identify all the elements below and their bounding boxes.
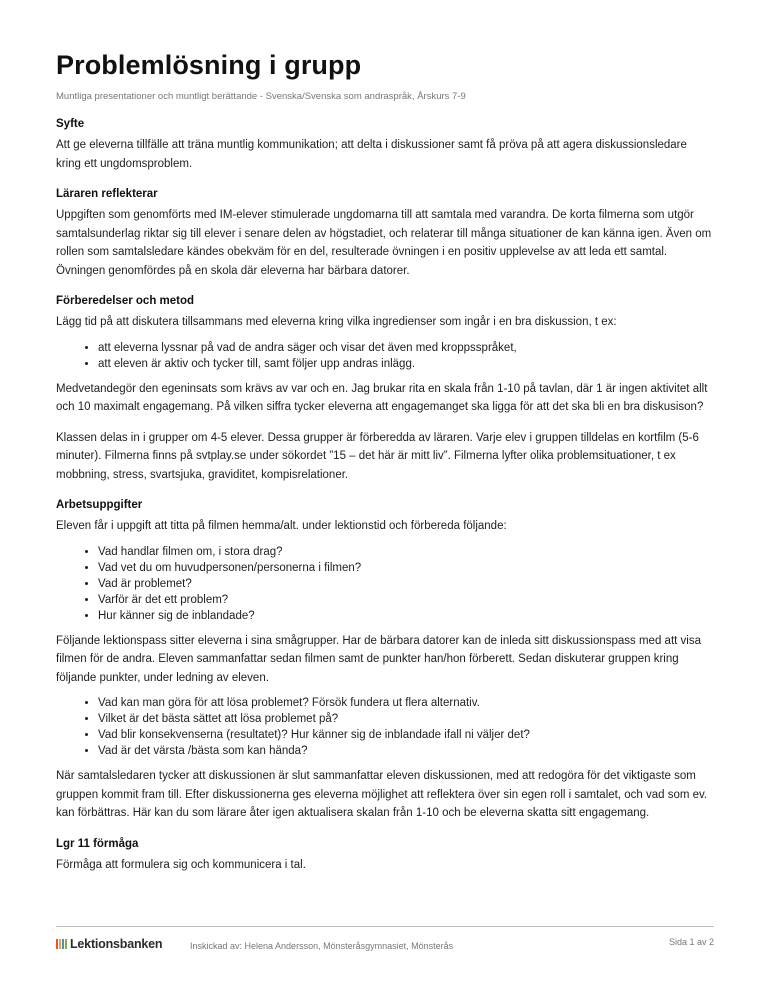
submitted-by: Inskickad av: Helena Andersson, Mönsteråsgymnasiet, Mönsterås xyxy=(190,941,454,951)
section-lgr xyxy=(56,835,714,875)
section-syfte xyxy=(56,115,714,173)
list-item: • Vad kan man göra för att lösa problemet? Försök fundera ut flera alternativ. xyxy=(98,695,714,711)
list-arbetsuppgifter-discussion xyxy=(56,695,714,759)
section-forberedelser xyxy=(56,292,714,484)
text-arbetsuppgifter-intro: Eleven får i uppgift att titta på filmen hemma/alt. under lektionstid och förbereda följande: xyxy=(56,520,507,532)
list-item: • Vad blir konsekvenserna (resultatet)? Hur känner sig de inblandade ifall ni väljer det? xyxy=(98,727,714,743)
page-subtitle: Muntliga presentationer och muntligt berättande - Svenska/Svenska som andraspråk, Årskurs 7-9 xyxy=(56,91,466,102)
heading-forberedelser: Förberedelser och metod xyxy=(56,295,195,307)
text-forberedelser-para2: Medvetandegör den egeninsats som krävs av var och en. Jag brukar rita en skala från 1-10 på tavlan, där 1 är ingen aktivitet allt och 10 maximalt engagemang. På vilken siffra tycker eleverna att engagemanget ska ligga för att det ska bli en bra diskusison? xyxy=(56,382,708,413)
logo-bar xyxy=(59,939,61,949)
list-item: • Vad vet du om huvudpersonen/personerna i filmen? xyxy=(98,560,714,576)
logo-bar xyxy=(56,939,58,949)
heading-lgr: Lgr 11 förmåga xyxy=(56,837,139,850)
text-lgr: Förmåga att formulera sig och kommunicera i tal. xyxy=(56,858,306,871)
document-content xyxy=(56,115,714,886)
heading-arbetsuppgifter: Arbetsuppgifter xyxy=(56,499,143,511)
logo-text: Lektionsbanken xyxy=(70,937,163,951)
list-item: • att eleverna lyssnar på vad de andra säger och visar det även med kroppsspråket, xyxy=(98,340,714,356)
list-item: • Hur känner sig de inblandade? xyxy=(98,608,714,624)
list-item: • Vad handlar filmen om, i stora drag? xyxy=(98,544,714,560)
list-forberedelser xyxy=(56,340,714,372)
page-number: Sida 1 av 2 xyxy=(668,937,714,947)
text-forberedelser-para3: Klassen delas in i grupper om 4-5 elever. Dessa grupper är förberedda av läraren. Varje elev i gruppen tilldelas en kortfilm (5-6 minuter). Filmerna finns på svtplay.se under sökordet ”15 – det här är mitt liv”. Filmerna lyfter olika problemsituationer, t ex mobbning, stress, svartsjuka, graviditet, kompisrelationer. xyxy=(56,431,699,481)
list-item: • Vilket är det bästa sättet att lösa problemet på? xyxy=(98,711,714,727)
logo-bar xyxy=(62,939,64,949)
text-syfte: Att ge eleverna tillfälle att träna muntlig kommunikation; att delta i diskussioner samt få pröva på att agera diskussionsledare kring ett ungdomsproblem. xyxy=(56,139,687,170)
text-forberedelser-intro: Lägg tid på att diskutera tillsammans med eleverna kring vilka ingredienser som ingår i en bra diskussion, t ex: xyxy=(56,316,617,328)
list-item: • Vad är problemet? xyxy=(98,576,714,592)
section-arbetsuppgifter xyxy=(56,496,714,823)
list-item: • Vad är det värsta /bästa som kan hända? xyxy=(98,743,714,759)
heading-syfte: Syfte xyxy=(56,118,85,130)
list-arbetsuppgifter-prep xyxy=(56,544,714,624)
logo-bar xyxy=(65,939,67,949)
logo-bars-icon xyxy=(56,939,68,949)
heading-reflekterar: Läraren reflekterar xyxy=(56,188,158,200)
footer-divider xyxy=(56,926,714,927)
list-item: • att eleven är aktiv och tycker till, samt följer upp andras inlägg. xyxy=(98,356,714,372)
page-title: Problemlösning i grupp xyxy=(56,50,362,80)
text-reflekterar: Uppgiften som genomförts med IM-elever stimulerade ungdomarna till att samtala med varandra. De korta filmerna som utgör samtalsunderlag riktar sig till elever i senare delen av högstadiet, och relaterar till många situationer de kan känna igen. Även om rollen som samtalsledare kändes obekväm för en del, resulterade övningen i en positiv upplevelse av att leda ett samtal. Övningen genomfördes på en skola där eleverna har bärbara datorer. xyxy=(56,209,712,277)
text-arbetsuppgifter-para2: Följande lektionspass sitter eleverna i sina smågrupper. Har de bärbara datorer kan de inleda sitt diskussionspass med att visa filmen för de andra. Eleven sammanfattar sedan filmen samt de punkter han/hon förberett. Sedan diskuterar gruppen kring följande punkter, under ledning av eleven. xyxy=(56,634,701,684)
text-arbetsuppgifter-para3: När samtalsledaren tycker att diskussionen är slut sammanfattar eleven diskussionen, med att redogöra för det viktigaste som gruppen kommit fram till. Efter diskussionerna ges eleverna möjlighet att reflektera över sin egen roll i samtalet, och vad som ev. kan förbättras. Här kan du som lärare åter igen aktualisera skalan från 1-10 och be eleverna skatta sitt engagemang. xyxy=(56,770,708,819)
lektionsbanken-logo[interactable] xyxy=(56,937,162,951)
list-item: • Varför är det ett problem? xyxy=(98,592,714,608)
section-reflekterar xyxy=(56,185,714,280)
